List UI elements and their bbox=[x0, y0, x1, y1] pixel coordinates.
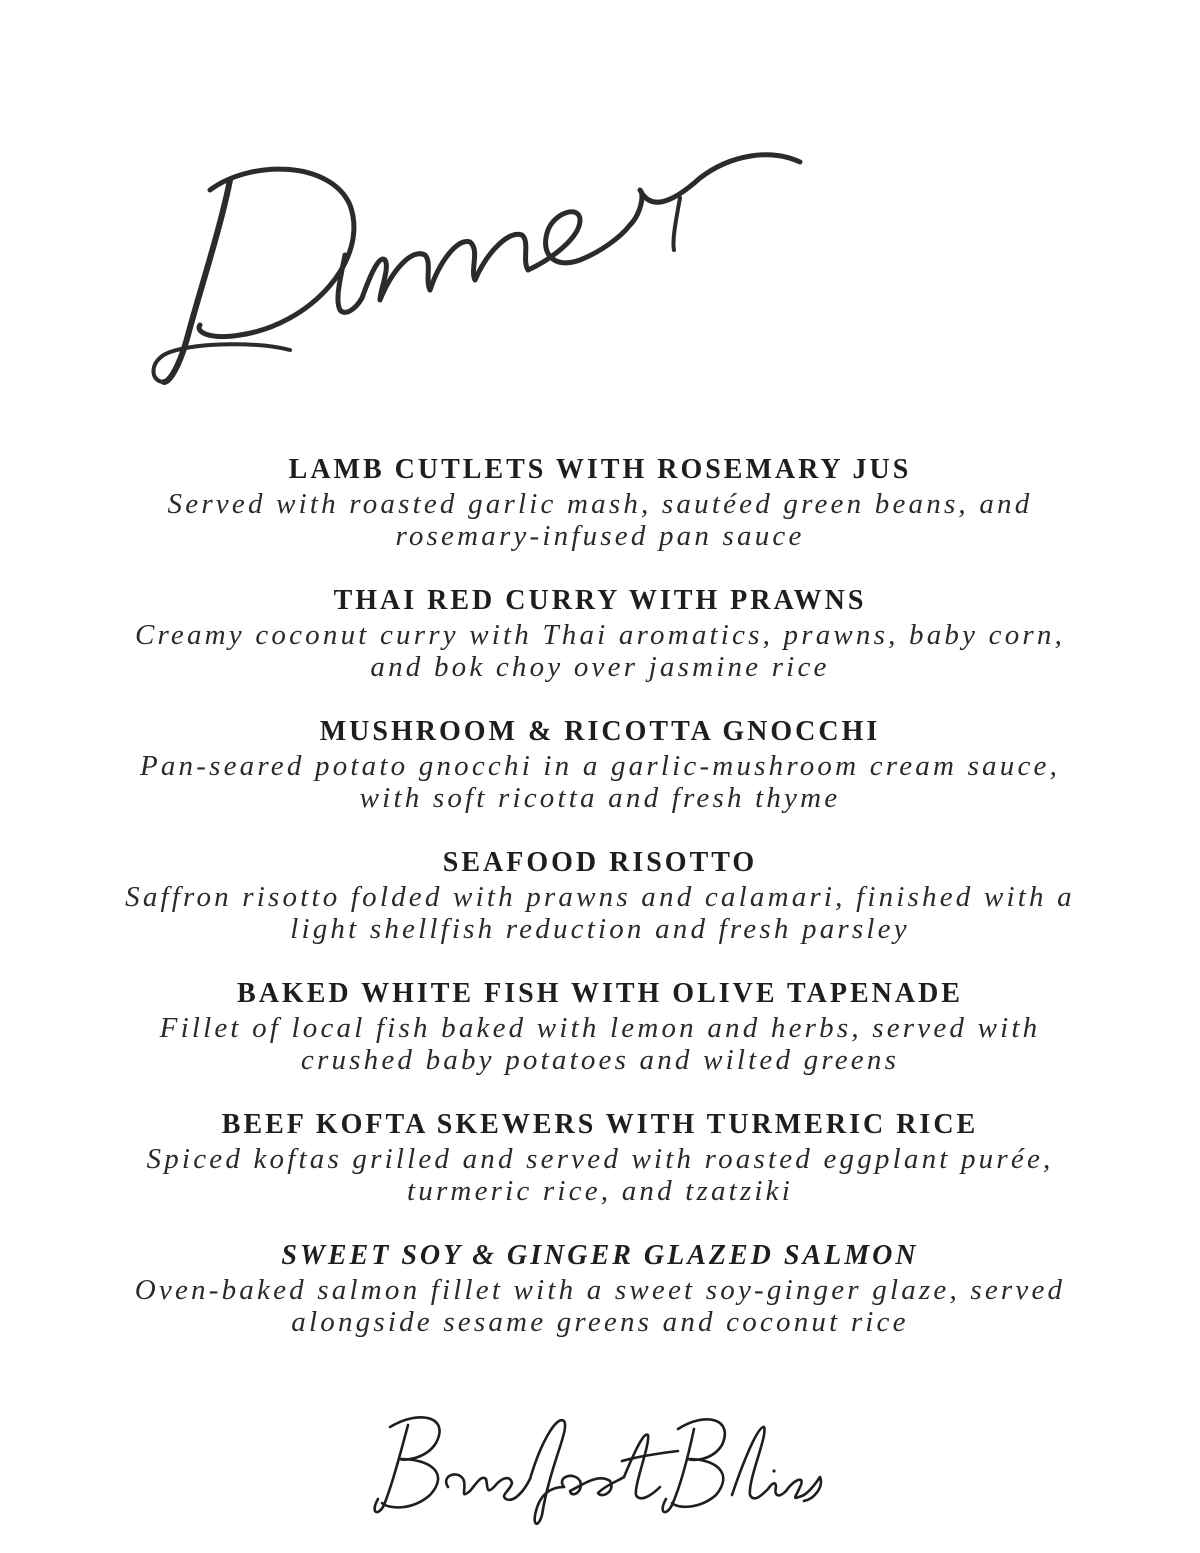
menu-item bbox=[100, 583, 1100, 683]
dish-description: Fillet of local fish baked with lemon and herbs, served with crushed baby potatoes and wilted greens bbox=[159, 1012, 1041, 1076]
dish-name: LAMB CUTLETS WITH ROSEMARY JUS bbox=[288, 454, 912, 485]
dish-name: BAKED WHITE FISH WITH OLIVE TAPENADE bbox=[237, 978, 963, 1009]
menu-item bbox=[100, 976, 1100, 1076]
menu-item bbox=[100, 714, 1100, 814]
dish-description: Spiced koftas grilled and served with roasted eggplant purée, turmeric rice, and tzatziki bbox=[146, 1143, 1054, 1207]
dish-description: Saffron risotto folded with prawns and calamari, finished with a light shellfish reduction and fresh parsley bbox=[125, 881, 1075, 945]
signature-logo bbox=[360, 1395, 840, 1535]
dish-description: Pan-seared potato gnocchi in a garlic-mushroom cream sauce, with soft ricotta and fresh thyme bbox=[139, 750, 1061, 814]
menu-list bbox=[100, 452, 1100, 1369]
dish-name: MUSHROOM & RICOTTA GNOCCHI bbox=[319, 716, 881, 747]
title-script-logo bbox=[140, 120, 860, 420]
menu-item bbox=[100, 845, 1100, 945]
dish-description: Oven-baked salmon fillet with a sweet soy-ginger glaze, served alongside sesame greens and coconut rice bbox=[134, 1274, 1066, 1338]
dish-description: Creamy coconut curry with Thai aromatics, prawns, baby corn, and bok choy over jasmine rice bbox=[134, 619, 1066, 683]
menu-item bbox=[100, 452, 1100, 552]
dish-name: SEAFOOD RISOTTO bbox=[442, 847, 758, 878]
menu-item bbox=[100, 1238, 1100, 1338]
dish-name: SWEET SOY & GINGER GLAZED SALMON bbox=[281, 1240, 919, 1271]
menu-item bbox=[100, 1107, 1100, 1207]
dish-name: BEEF KOFTA SKEWERS WITH TURMERIC RICE bbox=[221, 1109, 979, 1140]
dish-name: THAI RED CURRY WITH PRAWNS bbox=[333, 585, 867, 616]
dish-description: Served with roasted garlic mash, sautéed green beans, and rosemary-infused pan sauce bbox=[167, 488, 1033, 552]
